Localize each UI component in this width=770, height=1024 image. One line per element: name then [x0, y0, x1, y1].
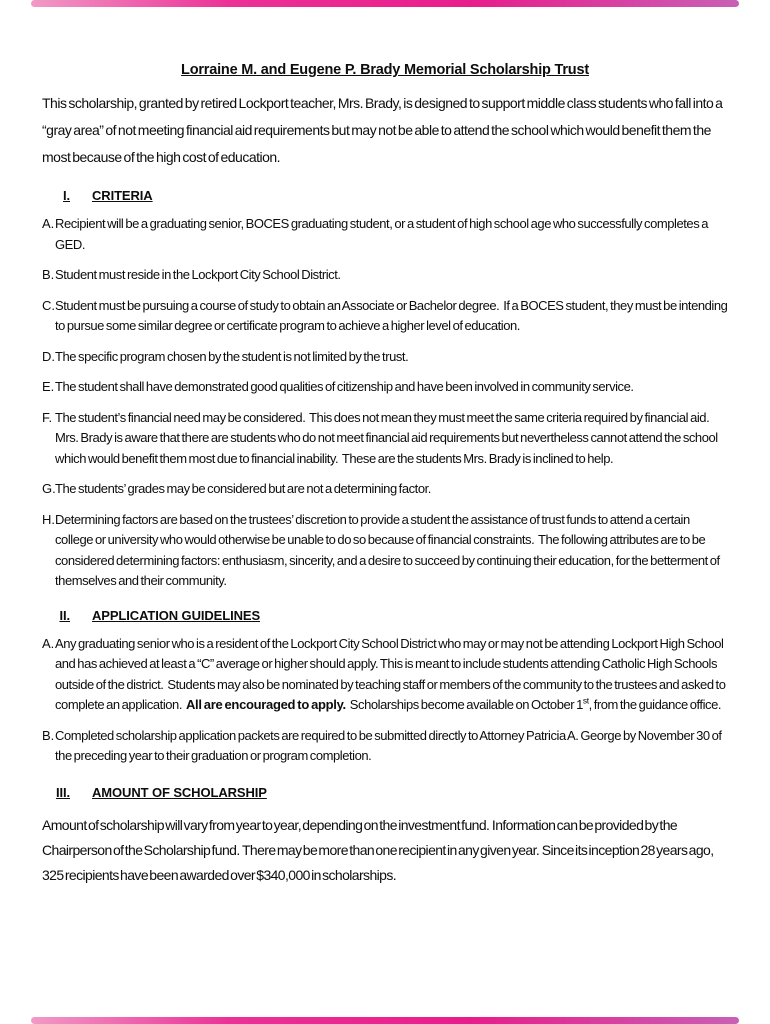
- intro-paragraph: This scholarship, granted by retired Lockport teacher, Mrs. Brady, is designed to support middle class students who fall into a “gray area” of not meeting financial aid requirements but may not be able to attend the school which would benefit them the most because of the high cost of education.: [42, 95, 725, 165]
- list-item: [42, 347, 728, 368]
- item-text: The student shall have demonstrated good qualities of citizenship and have been involved in community service.: [55, 379, 634, 394]
- item-text: The student’s financial need may be considered. This does not mean they must meet the same criteria required by financial aid. Mrs. Brady is aware that there are students who do not meet financial aid requirements but nevertheless cannot attend the school which would benefit them most due to financial inability. These are the students Mrs. Brady is inclined to help.: [55, 409, 720, 466]
- item-text-run: Any graduating senior who is a resident of the Lockport City School District who may or may not be attending Lockport High School and has achieved at least a “C” average or higher should apply. This is meant to include students attending Catholic High Schools outside of the district. Students may also be nominated by teaching staff or members of the community to the trustees and asked to complete an application.: [55, 635, 728, 712]
- section-heading-criteria: [42, 188, 728, 203]
- item-letter: F.: [42, 409, 53, 425]
- list-item: [42, 408, 728, 470]
- section-label: CRITERIA: [92, 188, 153, 203]
- item-text: Completed scholarship application packets are required to be submitted directly to Attorney Patricia A. George by November 30 of the preceding year to their graduation or program completion.: [55, 727, 724, 763]
- list-item: [42, 265, 728, 286]
- item-letter: G.: [42, 481, 56, 496]
- section-label: APPLICATION GUIDELINES: [92, 607, 261, 623]
- list-item: [42, 214, 728, 255]
- closing-paragraph: Amount of scholarship will vary from year to year, depending on the investment fund. Information can be provided by the Chairperson of the Scholarship fund. There may be more than one recipient in any given year. Since its inception 28 years ago, 325 recipients have been awarded over $340,000 in scholarships.: [42, 816, 715, 883]
- item-text: Recipient will be a graduating senior, BOCES graduating student, or a student of high school age who successfully completes a GED.: [55, 216, 710, 252]
- item-text: The students’ grades may be considered but are not a determining factor.: [55, 481, 431, 496]
- item-letter: D.: [42, 348, 55, 364]
- list-item: [42, 510, 728, 592]
- list-item: [42, 479, 728, 500]
- item-text-run: Scholarships become available on October 1: [345, 697, 583, 712]
- item-text: Determining factors are based on the trustees’ discretion to provide a student the assistance of trust funds to attend a certain college or university who would otherwise be unable to do so because of financial constraints. The following attributes are to be considered determining factors: enthusiasm, sincerity, and a desire to succeed by continuing their education, for the betterment of themselves and their community.: [55, 511, 722, 588]
- list-item: [42, 726, 728, 767]
- bold-emphasis: All are encouraged to apply.: [185, 697, 346, 712]
- section-numeral: II.: [59, 607, 70, 623]
- watermark-bar-bottom: [31, 1017, 739, 1024]
- application-guidelines-list: [42, 634, 728, 767]
- section-heading-application-guidelines: [42, 608, 728, 623]
- item-letter: A.: [42, 635, 55, 651]
- item-letter: E.: [42, 379, 55, 394]
- item-text: Student must reside in the Lockport City School District.: [55, 267, 341, 282]
- item-letter: B.: [42, 727, 55, 743]
- list-item: [42, 377, 728, 398]
- item-text-run: , from the guidance office.: [588, 697, 722, 712]
- item-letter: C.: [42, 297, 55, 313]
- item-text: [55, 636, 727, 713]
- section-numeral: I.: [62, 188, 70, 203]
- item-letter: A.: [42, 216, 55, 231]
- document-title: Lorraine M. and Eugene P. Brady Memorial Scholarship Trust: [181, 62, 589, 78]
- ordinal-superscript: st: [582, 695, 589, 706]
- section-label: AMOUNT OF SCHOLARSHIP: [92, 784, 267, 800]
- item-text: Student must be pursuing a course of study to obtain an Associate or Bachelor degree. If a BOCES student, they must be intending to pursue some similar degree or certificate program to achieve a higher level of education.: [55, 297, 730, 333]
- item-letter: B.: [42, 267, 55, 282]
- section-numeral: III.: [55, 784, 70, 800]
- section-heading-amount-of-scholarship: [42, 785, 728, 800]
- item-text: The specific program chosen by the student is not limited by the trust.: [55, 348, 409, 364]
- criteria-list: [42, 214, 728, 592]
- list-item: [42, 296, 728, 337]
- list-item: [42, 634, 728, 716]
- item-letter: H.: [42, 511, 55, 527]
